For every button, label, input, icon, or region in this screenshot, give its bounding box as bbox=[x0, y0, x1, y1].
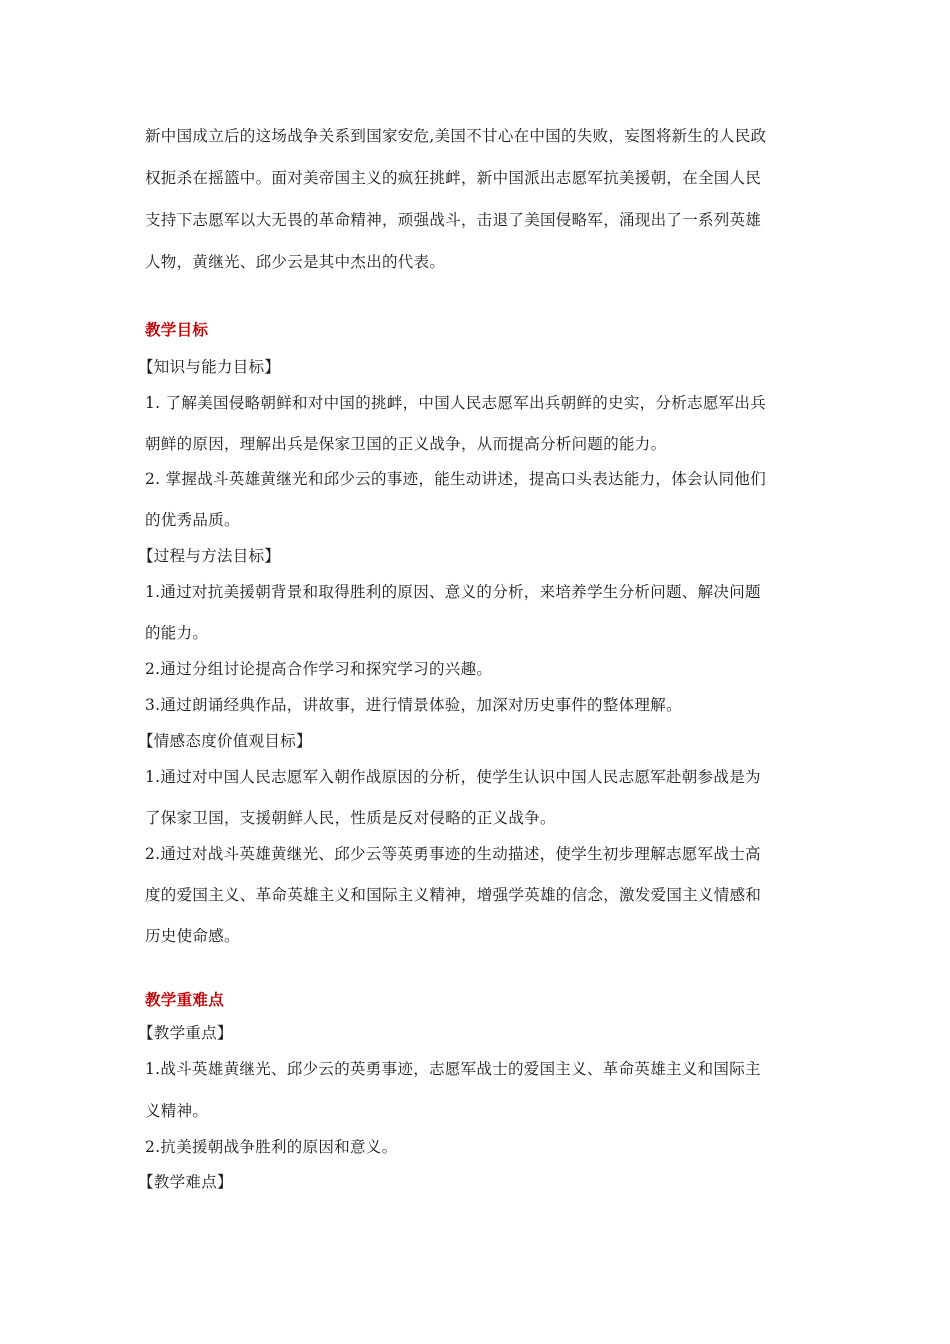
intro-line-3: 支持下志愿军以大无畏的革命精神，顽强战斗，击退了美国侵略军，涌现出了一系列英雄 bbox=[145, 211, 762, 229]
knowledge-line-3: 2. 掌握战斗英雄黄继光和邱少云的事迹，能生动讲述，提高口头表达能力，体会认同他们 bbox=[145, 470, 767, 488]
emotion-line-1: 1.通过对中国人民志愿军入朝作战原因的分析，使学生认识中国人民志愿军赴朝参战是为 bbox=[145, 768, 761, 786]
difficulty-title: 【教学难点】 bbox=[138, 1173, 233, 1191]
emotion-line-4: 度的爱国主义、革命英雄主义和国际主义精神，增强学英雄的信念，激发爱国主义情感和 bbox=[145, 886, 762, 904]
goals-heading: 教学目标 bbox=[145, 321, 209, 339]
focus-line-1: 1.战斗英雄黄继光、邱少云的英勇事迹，志愿军战士的爱国主义、革命英雄主义和国际主 bbox=[145, 1060, 761, 1078]
knowledge-line-1: 1. 了解美国侵略朝鲜和对中国的挑衅，中国人民志愿军出兵朝鲜的史实，分析志愿军出兵 bbox=[145, 394, 767, 412]
knowledge-line-4: 的优秀品质。 bbox=[145, 511, 240, 529]
process-line-4: 3.通过朗诵经典作品，讲故事，进行情景体验，加深对历史事件的整体理解。 bbox=[145, 696, 682, 714]
keypoints-heading: 教学重难点 bbox=[145, 991, 225, 1009]
intro-line-4: 人物，黄继光、邱少云是其中杰出的代表。 bbox=[145, 253, 446, 271]
emotion-line-5: 历史使命感。 bbox=[145, 927, 240, 945]
knowledge-title: 【知识与能力目标】 bbox=[138, 358, 281, 376]
process-line-1: 1.通过对抗美援朝背景和取得胜利的原因、意义的分析，来培养学生分析问题、解决问题 bbox=[145, 583, 761, 601]
intro-line-2: 权扼杀在摇篮中。面对美帝国主义的疯狂挑衅，新中国派出志愿军抗美援朝，在全国人民 bbox=[145, 169, 762, 187]
intro-line-1: 新中国成立后的这场战争关系到国家安危,美国不甘心在中国的失败，妄图将新生的人民政 bbox=[145, 127, 767, 145]
focus-line-2: 义精神。 bbox=[145, 1102, 209, 1120]
emotion-title: 【情感态度价值观目标】 bbox=[138, 732, 312, 750]
process-title: 【过程与方法目标】 bbox=[138, 547, 281, 565]
emotion-line-3: 2.通过对战斗英雄黄继光、邱少云等英勇事迹的生动描述，使学生初步理解志愿军战士高 bbox=[145, 845, 761, 863]
knowledge-line-2: 朝鲜的原因，理解出兵是保家卫国的正义战争，从而提高分析问题的能力。 bbox=[145, 435, 667, 453]
process-line-2: 的能力。 bbox=[145, 624, 209, 642]
emotion-line-2: 了保家卫国，支援朝鲜人民，性质是反对侵略的正义战争。 bbox=[145, 809, 556, 827]
focus-title: 【教学重点】 bbox=[138, 1024, 233, 1042]
focus-line-3: 2.抗美援朝战争胜利的原因和意义。 bbox=[145, 1138, 398, 1156]
process-line-3: 2.通过分组讨论提高合作学习和探究学习的兴趣。 bbox=[145, 660, 493, 678]
